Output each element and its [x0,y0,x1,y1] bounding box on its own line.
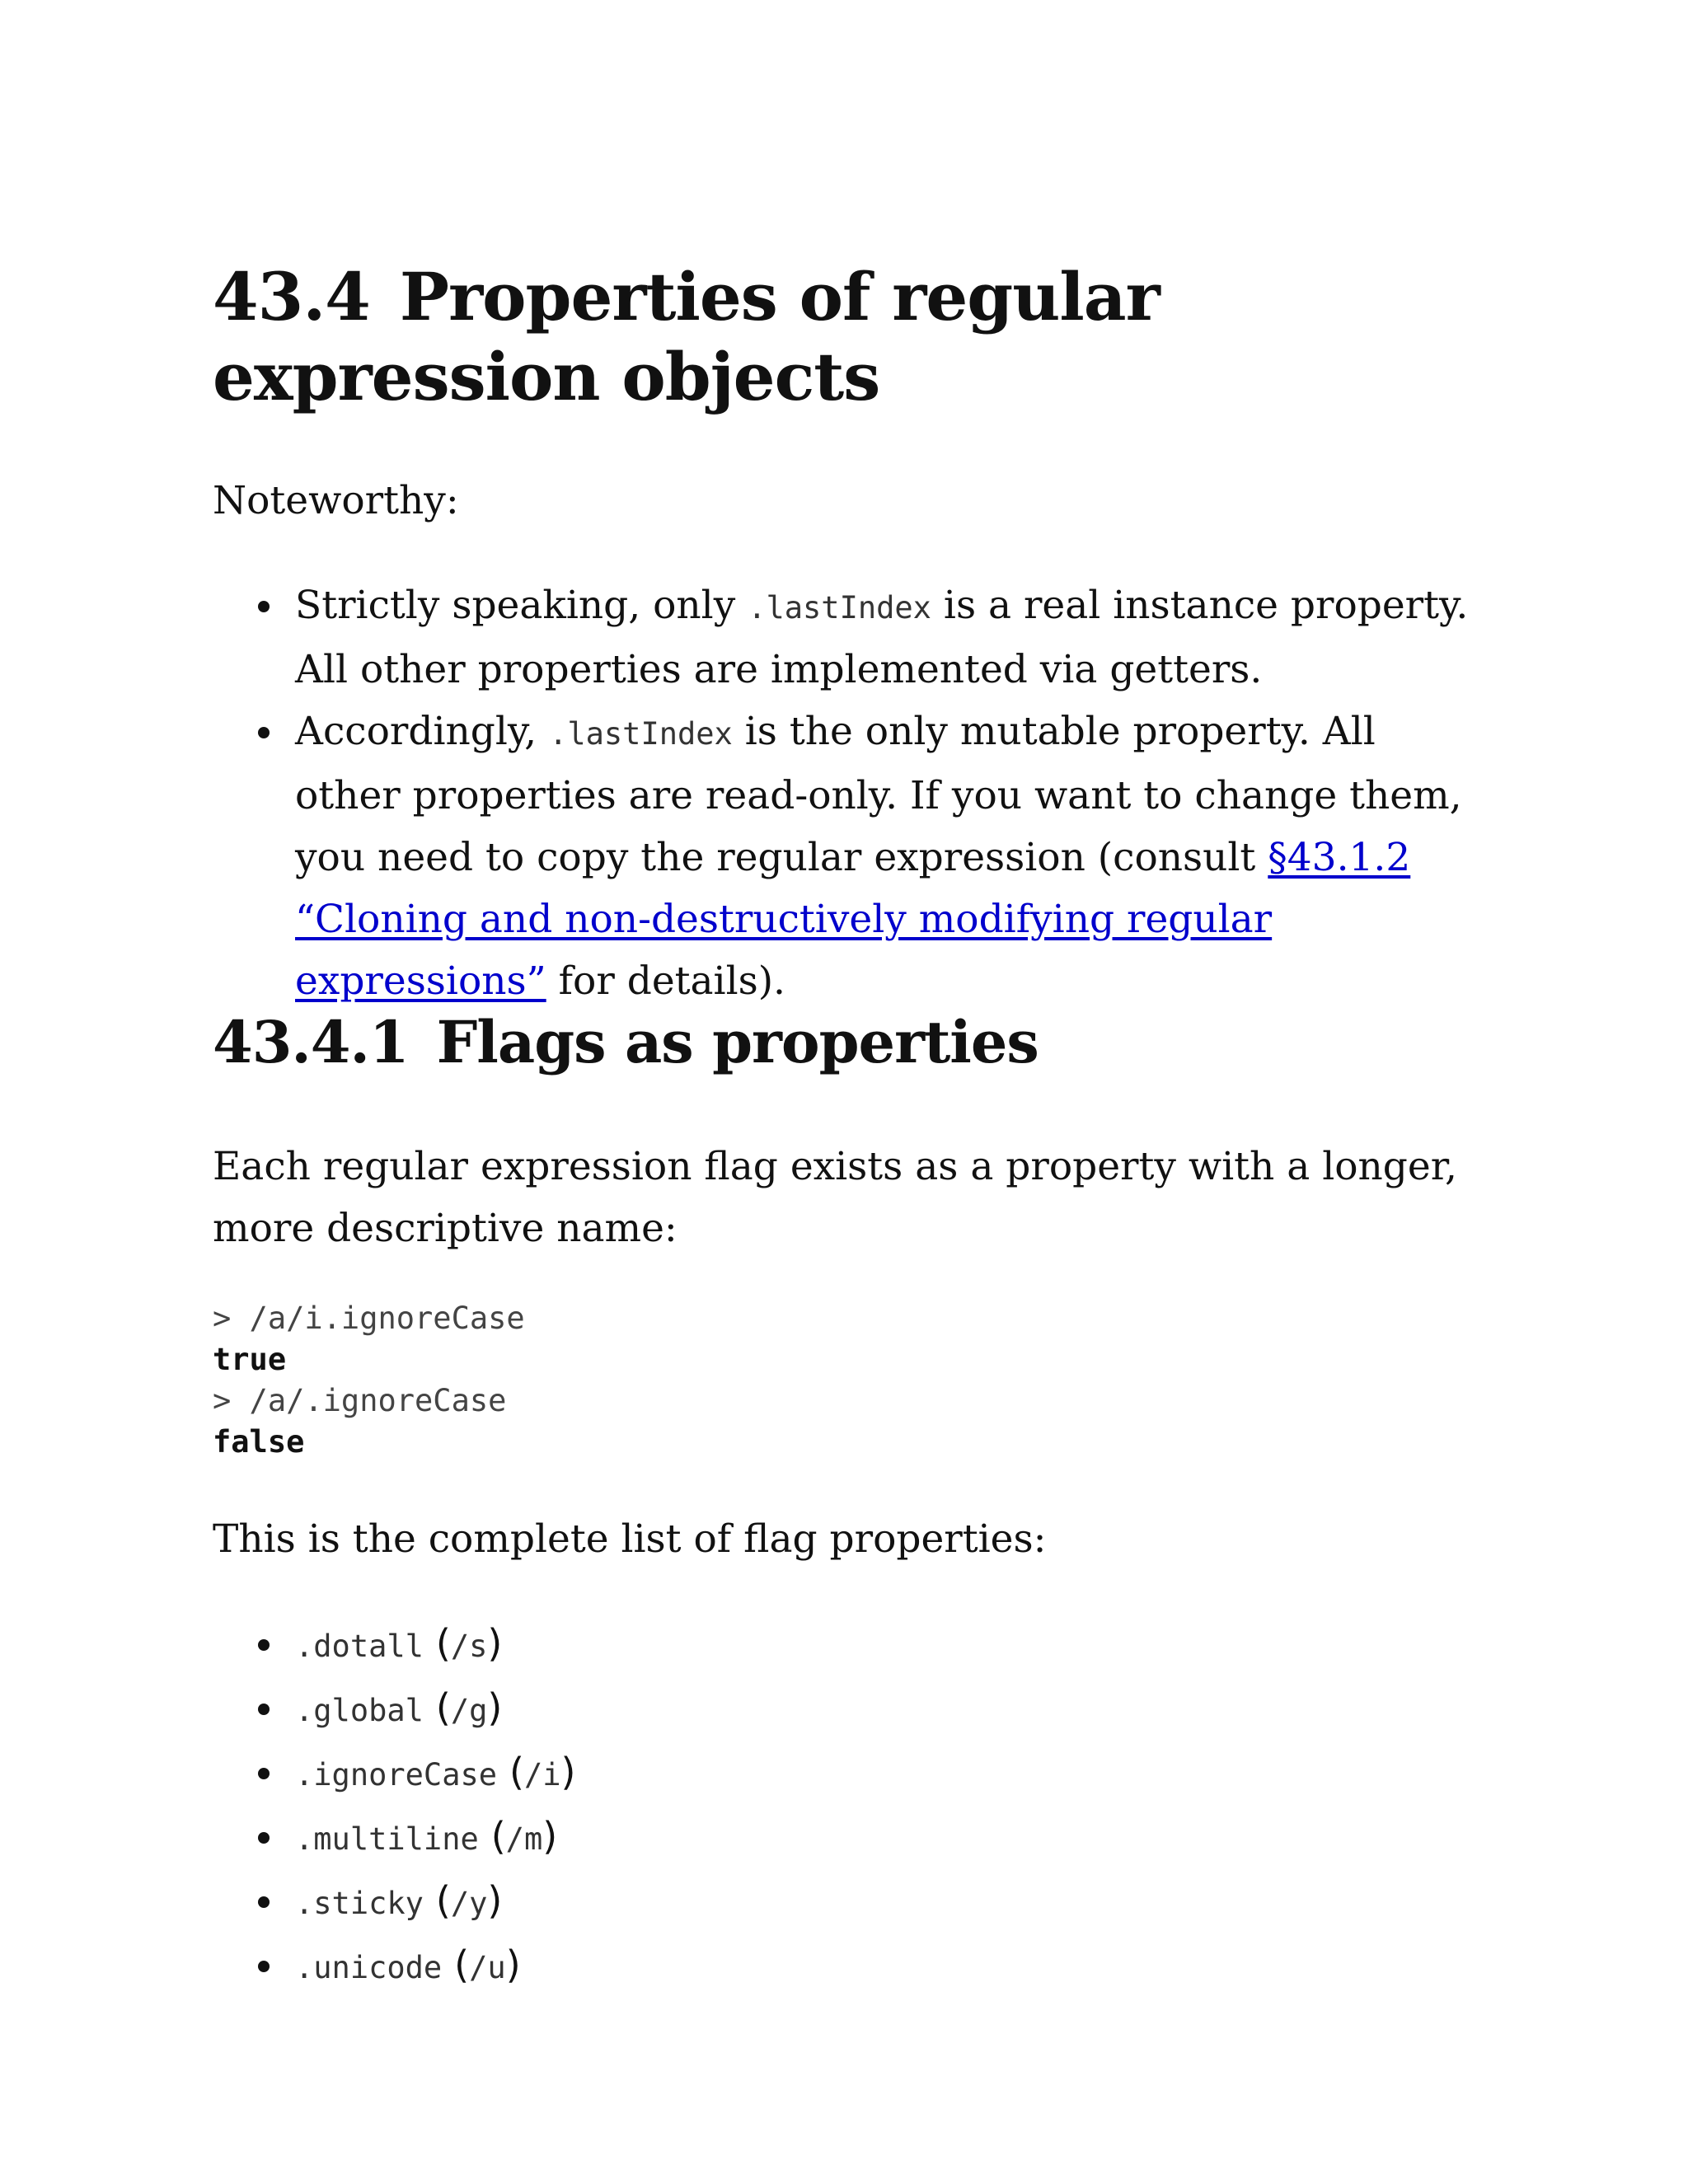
item-text: for details). [546,958,785,1004]
flag-literal: /u [469,1950,506,1985]
inline-code: .lastIndex [549,716,733,752]
section-number: 43.4 [213,258,370,335]
item-text: Accordingly, [295,709,550,754]
code-input-line: > /a/.ignoreCase [213,1383,507,1418]
flag-property-name: .ignoreCase [295,1757,498,1793]
flag-property-name: .dotall [295,1629,424,1664]
flag-property-name: .unicode [295,1950,443,1985]
flag-literal: /s [450,1629,488,1664]
flag-property-name: .global [295,1693,424,1728]
noteworthy-list [213,574,1482,1012]
flags-list-intro: This is the complete list of flag properties: [213,1516,1047,1562]
code-example [213,1298,525,1463]
item-text: is a real instance property. All other properties are implemented via getters. [295,583,1469,692]
flag-literal: /g [450,1693,488,1728]
flag-property-name: .sticky [295,1886,424,1921]
list-item: .ignoreCase (/i) [213,1741,1482,1806]
noteworthy-label: Noteworthy: [213,478,459,523]
list-item [213,574,1482,701]
list-item [213,701,1482,1012]
list-item: .dotall (/s) [213,1613,1482,1677]
subsection-heading [213,1005,1039,1080]
subsection-number: 43.4.1 [213,1008,409,1076]
flag-literal: /i [523,1757,561,1793]
flag-properties-list [213,1613,1482,1999]
code-input-line: > /a/i.ignoreCase [213,1301,525,1336]
subsection-title-text: Flags as properties [436,1008,1039,1076]
item-text: is the only mutable property. All other properties are read-only. If you want to change them, you need to copy the regular expression (consult [295,709,1462,880]
cross-reference-link[interactable]: §43.1.2 “Cloning and non-destructively modifying regular expressions” [295,835,1411,1004]
section-title-text: Properties of regular expression objects [213,258,1160,415]
flag-literal: /y [450,1886,488,1921]
list-item: .unicode (/u) [213,1934,1482,1999]
list-item: .multiline (/m) [213,1806,1482,1870]
list-item: .sticky (/y) [213,1870,1482,1934]
item-text: Strictly speaking, only [295,583,748,628]
list-item: .global (/g) [213,1677,1482,1741]
code-output-line: true [213,1342,287,1377]
flag-property-name: .multiline [295,1821,479,1857]
flags-intro-paragraph: Each regular expression flag exists as a property with a longer, more descriptive name: [213,1144,1457,1251]
inline-code: .lastIndex [748,590,931,626]
code-output-line: false [213,1424,305,1460]
flag-literal: /m [505,1821,543,1857]
section-heading [213,257,1482,417]
